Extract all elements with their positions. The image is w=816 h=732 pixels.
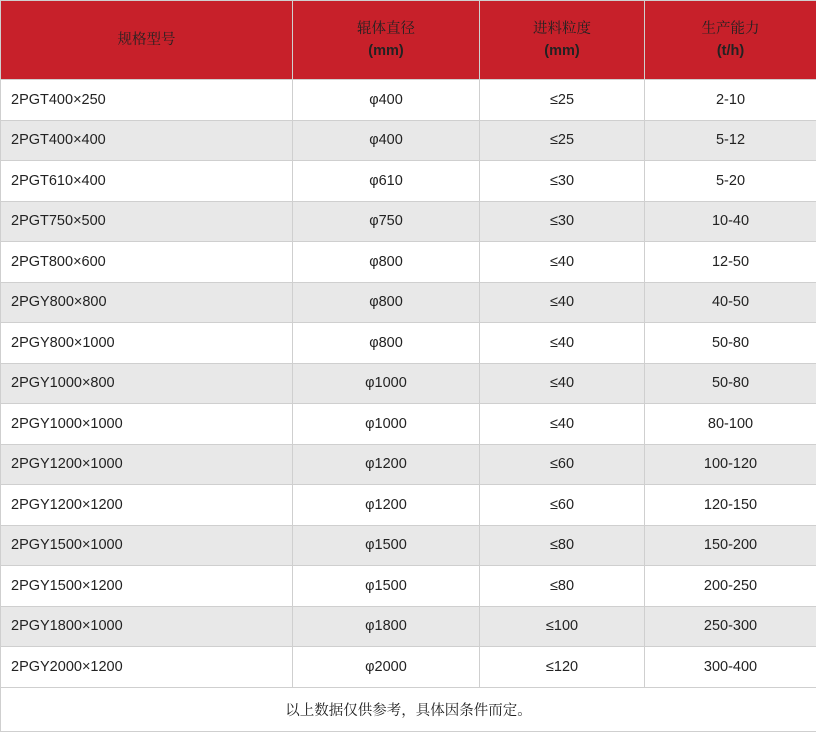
cell-roller-diameter: φ2000 xyxy=(293,647,480,688)
table-footnote: 以上数据仅供参考，具体因条件而定。 xyxy=(1,687,816,731)
cell-model: 2PGT750×500 xyxy=(1,201,293,242)
cell-capacity: 300-400 xyxy=(645,647,816,688)
cell-model: 2PGY1800×1000 xyxy=(1,606,293,647)
cell-model: 2PGY1500×1200 xyxy=(1,566,293,607)
table-row xyxy=(1,120,816,161)
cell-model: 2PGY1500×1000 xyxy=(1,525,293,566)
column-header-capacity xyxy=(645,1,816,80)
column-header-feed-size-title: 进料粒度 xyxy=(533,21,591,37)
cell-capacity: 10-40 xyxy=(645,201,816,242)
table-row xyxy=(1,363,816,404)
table-footer-row xyxy=(1,687,816,731)
cell-capacity: 2-10 xyxy=(645,80,816,121)
cell-capacity: 80-100 xyxy=(645,404,816,445)
table-row xyxy=(1,444,816,485)
column-header-model-title: 规格型号 xyxy=(118,32,176,48)
cell-feed-size: ≤40 xyxy=(480,282,645,323)
table-row xyxy=(1,161,816,202)
cell-model: 2PGY800×1000 xyxy=(1,323,293,364)
cell-roller-diameter: φ1000 xyxy=(293,404,480,445)
table-row xyxy=(1,485,816,526)
cell-capacity: 50-80 xyxy=(645,323,816,364)
cell-model: 2PGT800×600 xyxy=(1,242,293,283)
cell-model: 2PGY1000×800 xyxy=(1,363,293,404)
column-header-feed-size-unit: (mm) xyxy=(484,40,640,62)
cell-feed-size: ≤40 xyxy=(480,404,645,445)
cell-capacity: 120-150 xyxy=(645,485,816,526)
table-row xyxy=(1,606,816,647)
cell-capacity: 50-80 xyxy=(645,363,816,404)
cell-capacity: 12-50 xyxy=(645,242,816,283)
cell-feed-size: ≤80 xyxy=(480,566,645,607)
column-header-roller-diameter-title: 辊体直径 xyxy=(357,21,415,37)
cell-feed-size: ≤25 xyxy=(480,80,645,121)
cell-capacity: 200-250 xyxy=(645,566,816,607)
cell-feed-size: ≤60 xyxy=(480,444,645,485)
cell-feed-size: ≤30 xyxy=(480,201,645,242)
table-row xyxy=(1,404,816,445)
cell-roller-diameter: φ400 xyxy=(293,80,480,121)
table-row xyxy=(1,242,816,283)
cell-roller-diameter: φ1200 xyxy=(293,485,480,526)
column-header-feed-size xyxy=(480,1,645,80)
cell-model: 2PGY800×800 xyxy=(1,282,293,323)
cell-capacity: 150-200 xyxy=(645,525,816,566)
cell-model: 2PGT400×400 xyxy=(1,120,293,161)
cell-feed-size: ≤40 xyxy=(480,363,645,404)
cell-feed-size: ≤100 xyxy=(480,606,645,647)
cell-feed-size: ≤30 xyxy=(480,161,645,202)
cell-model: 2PGY2000×1200 xyxy=(1,647,293,688)
cell-feed-size: ≤40 xyxy=(480,242,645,283)
table-row xyxy=(1,323,816,364)
cell-feed-size: ≤120 xyxy=(480,647,645,688)
table-footer xyxy=(1,687,816,731)
cell-roller-diameter: φ1500 xyxy=(293,525,480,566)
cell-feed-size: ≤40 xyxy=(480,323,645,364)
cell-capacity: 40-50 xyxy=(645,282,816,323)
table-row xyxy=(1,647,816,688)
cell-capacity: 5-12 xyxy=(645,120,816,161)
cell-roller-diameter: φ1800 xyxy=(293,606,480,647)
cell-model: 2PGY1000×1000 xyxy=(1,404,293,445)
cell-model: 2PGT400×250 xyxy=(1,80,293,121)
table-header-row xyxy=(1,1,816,80)
cell-capacity: 5-20 xyxy=(645,161,816,202)
table-row xyxy=(1,282,816,323)
table-body xyxy=(1,80,816,688)
cell-feed-size: ≤25 xyxy=(480,120,645,161)
cell-roller-diameter: φ800 xyxy=(293,282,480,323)
cell-roller-diameter: φ1500 xyxy=(293,566,480,607)
table-row xyxy=(1,566,816,607)
cell-model: 2PGT610×400 xyxy=(1,161,293,202)
cell-roller-diameter: φ800 xyxy=(293,323,480,364)
table-row xyxy=(1,525,816,566)
cell-roller-diameter: φ400 xyxy=(293,120,480,161)
column-header-capacity-unit: (t/h) xyxy=(649,40,812,62)
cell-feed-size: ≤80 xyxy=(480,525,645,566)
table-row xyxy=(1,201,816,242)
table-header xyxy=(1,1,816,80)
cell-model: 2PGY1200×1200 xyxy=(1,485,293,526)
cell-model: 2PGY1200×1000 xyxy=(1,444,293,485)
column-header-roller-diameter-unit: (mm) xyxy=(297,40,475,62)
cell-roller-diameter: φ610 xyxy=(293,161,480,202)
column-header-model xyxy=(1,1,293,80)
column-header-roller-diameter xyxy=(293,1,480,80)
cell-roller-diameter: φ1000 xyxy=(293,363,480,404)
cell-roller-diameter: φ1200 xyxy=(293,444,480,485)
table-row xyxy=(1,80,816,121)
cell-capacity: 100-120 xyxy=(645,444,816,485)
cell-roller-diameter: φ750 xyxy=(293,201,480,242)
cell-roller-diameter: φ800 xyxy=(293,242,480,283)
cell-capacity: 250-300 xyxy=(645,606,816,647)
column-header-capacity-title: 生产能力 xyxy=(702,21,760,37)
cell-feed-size: ≤60 xyxy=(480,485,645,526)
